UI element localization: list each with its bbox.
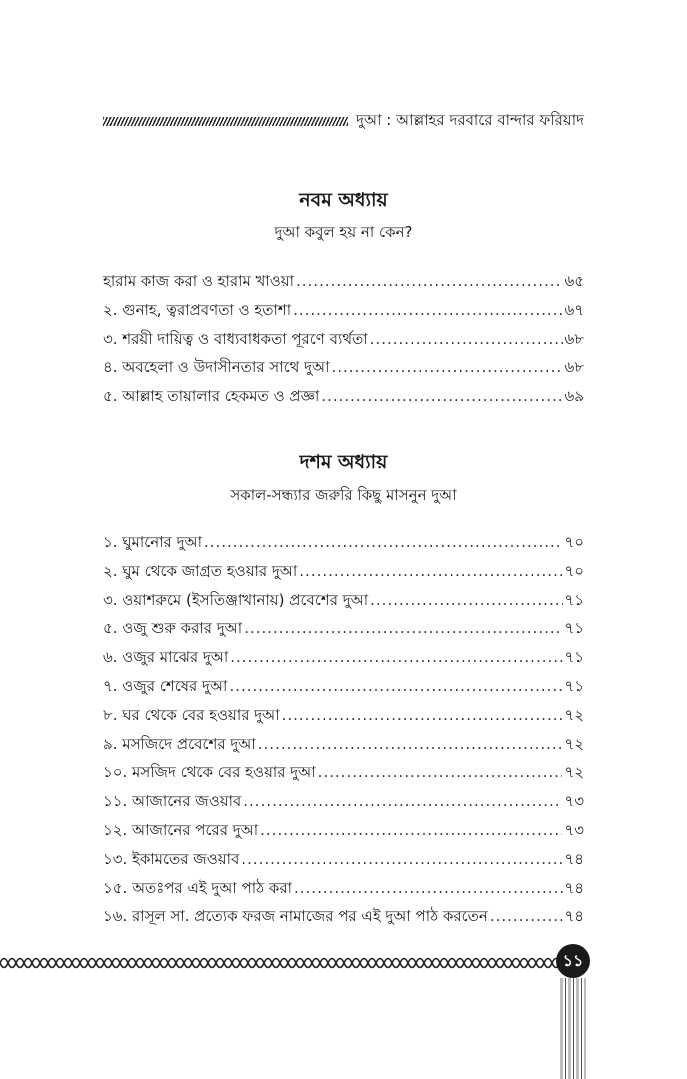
toc-leader-dots	[490, 902, 563, 931]
toc-entry-label: ৯. মসজিদে প্রবেশের দুআ	[103, 734, 256, 753]
toc-entry[interactable]	[103, 643, 584, 672]
toc-leader-dots	[282, 701, 563, 730]
toc-entry[interactable]	[103, 701, 584, 730]
chapter-9-title: নবম অধ্যায়	[299, 189, 388, 211]
chapter-10-subtitle: সকাল-সন্ধ্যার জরুরি কিছু মাসনুন দুআ	[230, 486, 457, 504]
toc-leader-dots	[230, 643, 562, 672]
toc-entry-label: ৬. ওজুর মাঝের দুআ	[103, 648, 229, 667]
toc-entry-page: ৭৩	[564, 792, 584, 811]
toc-leader-dots	[241, 845, 562, 874]
toc-leader-dots	[258, 730, 563, 759]
toc-entry[interactable]	[103, 874, 584, 903]
ornamental-border	[0, 950, 558, 976]
toc-entry[interactable]	[103, 325, 584, 354]
toc-entry-page: ৭১	[564, 676, 584, 695]
running-header	[103, 108, 584, 134]
toc-entry-page: ৭৪	[564, 849, 584, 868]
toc-entry-label: ৪. অবহেলা ও উদাসীনতার সাথে দুআ	[103, 358, 330, 377]
toc-entry-page: ৬৮	[564, 358, 584, 377]
toc-leader-dots	[370, 586, 562, 615]
chapter-9-toc	[103, 267, 584, 411]
toc-entry-label: ২. গুনাহ, ত্বরাপ্রবণতা ও হতাশা	[103, 300, 292, 319]
toc-entry-page: ৭৩	[564, 820, 584, 839]
chapter-9-subtitle: দুআ কবুল হয় না কেন?	[274, 223, 413, 241]
toc-entry-page: ৭০	[564, 533, 584, 551]
toc-entry-label: হারাম কাজ করা ও হারাম খাওয়া	[103, 272, 294, 290]
toc-entry[interactable]	[103, 614, 584, 643]
toc-entry-label: ১. ঘুমানোর দুআ	[103, 533, 202, 551]
toc-leader-dots	[293, 296, 562, 325]
toc-entry[interactable]	[103, 816, 584, 845]
toc-entry-label: ১৩. ইকামতের জওয়াব	[103, 849, 240, 868]
toc-entry-label: ১৫. অতঃপর এই দুআ পাঠ করা	[103, 878, 292, 897]
toc-entry-page: ৬৫	[564, 272, 584, 290]
toc-leader-dots	[243, 787, 562, 816]
toc-entry-page: ৭৪	[564, 878, 584, 897]
page-number-badge: ১১	[556, 944, 590, 978]
toc-leader-dots	[260, 816, 562, 845]
toc-leader-dots	[296, 267, 563, 296]
toc-entry[interactable]	[103, 730, 584, 759]
toc-entry-label: ১৬. রাসূল সা. প্রত্যেক ফরজ নামাজের পর এই দুআ পাঠ করতেন	[103, 907, 488, 926]
toc-entry[interactable]	[103, 902, 584, 931]
toc-entry[interactable]	[103, 557, 584, 586]
toc-entry-label: ৫. আল্লাহ তায়ালার হেকমত ও প্রজ্ঞা	[103, 387, 320, 406]
toc-leader-dots	[244, 614, 562, 643]
side-stripe-decoration	[560, 978, 586, 1079]
toc-entry-page: ৭২	[564, 763, 584, 782]
toc-leader-dots	[370, 325, 563, 354]
toc-entry-page: ৬৮	[564, 329, 584, 348]
toc-leader-dots	[318, 758, 563, 787]
toc-entry-page: ৬৭	[564, 300, 584, 319]
toc-entry-label: ২. ঘুম থেকে জাগ্রত হওয়ার দুআ	[103, 561, 298, 580]
chapter-10-title: দশম অধ্যায়	[299, 451, 388, 473]
toc-entry-page: ৭২	[564, 705, 584, 724]
toc-entry-page: ৭১	[564, 619, 584, 638]
toc-entry[interactable]	[103, 528, 584, 557]
toc-entry[interactable]	[103, 845, 584, 874]
toc-entry[interactable]	[103, 267, 584, 296]
toc-entry-label: ৫. ওজু শুরু করার দুআ	[103, 619, 243, 638]
toc-entry-label: ৩. ওয়াশরুমে (ইসতিঞ্জাখানায়) প্রবেশের দুআ	[103, 590, 369, 609]
toc-entry-page: ৭৪	[564, 907, 584, 926]
header-hatch-ornament	[103, 117, 348, 126]
toc-leader-dots	[294, 874, 563, 903]
toc-entry[interactable]	[103, 672, 584, 701]
toc-leader-dots	[331, 353, 562, 382]
toc-entry-page: ৭২	[564, 734, 584, 753]
toc-entry-page: ৭০	[564, 561, 584, 580]
toc-leader-dots	[229, 672, 562, 701]
toc-entry[interactable]	[103, 787, 584, 816]
toc-entry-label: ৩. শরয়ী দায়িত্ব ও বাধ্যবাধকতা পূরণে ব্যর্থতা	[103, 329, 368, 348]
toc-entry-label: ১২. আজানের পরের দুআ	[103, 820, 259, 839]
toc-entry[interactable]	[103, 382, 584, 411]
toc-entry[interactable]	[103, 353, 584, 382]
toc-entry-label: ৮. ঘর থেকে বের হওয়ার দুআ	[103, 705, 280, 724]
toc-entry-page: ৭১	[564, 648, 584, 667]
toc-leader-dots	[299, 557, 562, 586]
chapter-10-toc	[103, 528, 584, 931]
toc-entry-label: ১১. আজানের জওয়াব	[103, 792, 242, 811]
toc-entry[interactable]	[103, 586, 584, 615]
toc-leader-dots	[204, 528, 563, 557]
toc-entry[interactable]	[103, 296, 584, 325]
toc-entry-page: ৬৯	[564, 387, 584, 406]
book-title: দুআ : আল্লাহর দরবারে বান্দার ফরিয়াদ	[356, 110, 584, 129]
toc-entry-label: ৭. ওজুর শেষের দুআ	[103, 676, 228, 695]
toc-entry-page: ৭১	[564, 590, 584, 609]
toc-entry-label: ১০. মসজিদ থেকে বের হওয়ার দুআ	[103, 763, 316, 782]
toc-entry[interactable]	[103, 758, 584, 787]
toc-leader-dots	[321, 382, 562, 411]
